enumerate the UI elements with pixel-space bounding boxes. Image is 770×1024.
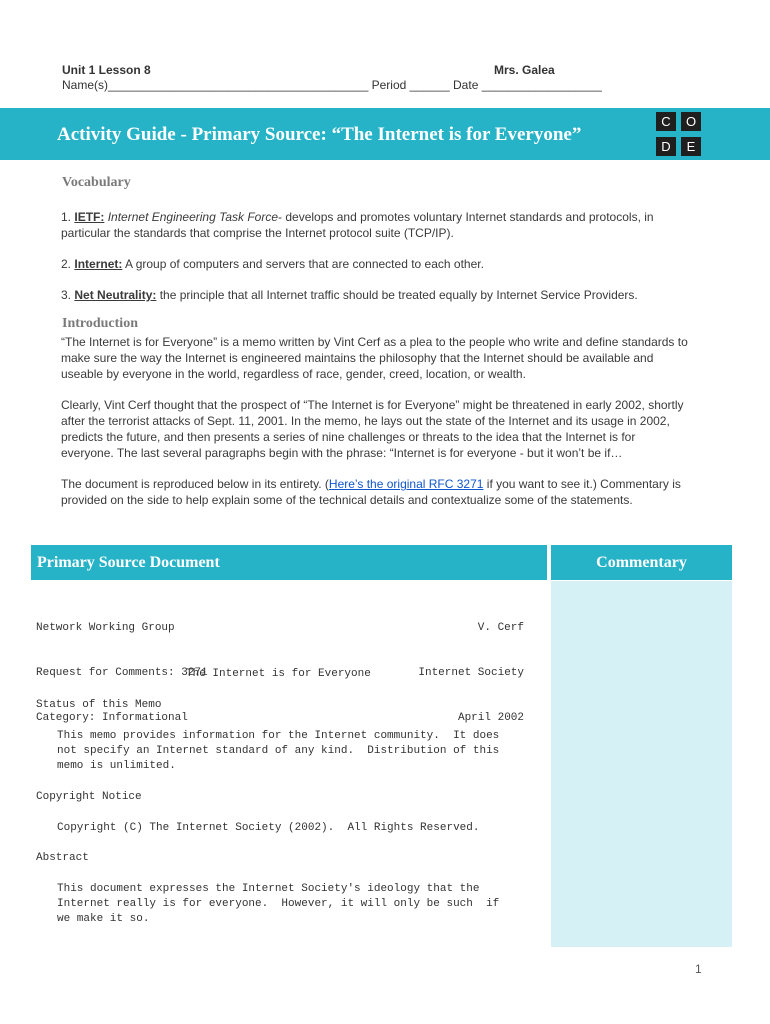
page-number: 1 — [695, 962, 702, 976]
rfc-copyright-heading: Copyright Notice — [36, 791, 142, 803]
vocab-expansion: Internet Engineering Task Force — [107, 210, 279, 224]
rfc-copyright-body: Copyright (C) The Internet Society (2002). All Rights Reserved. — [57, 822, 480, 834]
rfc-working-group: Network Working Group — [36, 622, 175, 634]
vocab-item-net-neutrality — [61, 287, 691, 303]
intro-paragraph-3 — [61, 476, 691, 508]
rfc-date: April 2002 — [457, 712, 524, 724]
rfc-organization: Internet Society — [418, 667, 524, 679]
rfc-status-heading: Status of this Memo — [36, 699, 162, 711]
vocab-term: IETF: — [74, 210, 105, 224]
rfc-abstract-heading: Abstract — [36, 852, 89, 864]
vocab-term: Internet: — [74, 257, 123, 271]
page-title: Activity Guide - Primary Source: “The Internet is for Everyone” — [57, 124, 582, 145]
vocab-definition: - develops and promotes voluntary Internet standards and protocols, in particular the standards that comprise the Internet protocol suite (TCP/IP). — [61, 210, 654, 240]
logo-letter-c: C — [656, 112, 676, 131]
rfc-author: V. Cerf — [477, 622, 524, 634]
rfc-number: Request for Comments: 3271 — [36, 667, 208, 679]
vocab-definition: the principle that all Internet traffic should be treated equally by Internet Service Providers. — [156, 288, 638, 302]
logo-letter-d: D — [656, 137, 676, 156]
vocab-number: 2. — [61, 257, 72, 271]
rfc-status-body: This memo provides information for the Internet community. It does not specify an Internet standard of any kind. Distribution of this memo is unlimited. — [57, 730, 500, 772]
rfc-left-meta — [36, 591, 208, 741]
vocabulary-heading: Vocabulary — [62, 175, 131, 190]
intro-paragraph-1: “The Internet is for Everyone” is a memo written by Vint Cerf as a plea to the people who write and define standards to make sure the way the Internet is engineered maintains the philosophy that the Internet should be available and useable by everyone in the world, regardless of race, gender, creed, location, or wealth. — [61, 335, 688, 381]
intro-p3-text-after: if you want to see it.) Commentary is provided on the side to help explain some of the technical details and contextualize some of the statements. — [61, 477, 681, 507]
logo-letter-o: O — [681, 112, 701, 131]
names-period-date-line: Name(s)_______________________________________ Period ______ Date __________________ — [62, 78, 602, 92]
introduction-heading: Introduction — [62, 316, 138, 331]
code-logo — [656, 112, 704, 158]
vocab-number: 3. — [61, 288, 72, 302]
commentary-header: Commentary — [551, 545, 732, 580]
intro-paragraph-2: Clearly, Vint Cerf thought that the prospect of “The Internet is for Everyone” might be threatened in early 2002, shortly after the terrorist attacks of Sept. 11, 2001. In the memo, he lays out the state of the Internet and its usage in 2002, predicts the future, and then presents a series of nine challenges or threats to the idea that the Internet is for everyone. The last several paragraphs begin with the phrase: “Internet is for everyone - but it won’t be if… — [61, 398, 684, 460]
rfc-document-title: The Internet is for Everyone — [186, 668, 371, 680]
teacher-name: Mrs. Galea — [494, 63, 555, 77]
vocab-number: 1. — [61, 210, 72, 224]
vocab-definition: A group of computers and servers that are connected to each other. — [122, 257, 484, 271]
commentary-panel[interactable] — [551, 581, 732, 947]
primary-source-header: Primary Source Document — [31, 545, 547, 580]
intro-p3-text: The document is reproduced below in its entirety. ( — [61, 477, 329, 491]
rfc-right-meta — [380, 591, 524, 741]
rfc-abstract-body: This document expresses the Internet Society's ideology that the Internet really is for everyone. However, it will only be such if we make it so. — [57, 883, 500, 925]
logo-letter-e: E — [681, 137, 701, 156]
vocab-term: Net Neutrality: — [74, 288, 157, 302]
lesson-label: Unit 1 Lesson 8 — [62, 63, 151, 77]
rfc-category: Category: Informational — [36, 712, 188, 724]
vocab-item-ietf — [61, 209, 691, 241]
vocab-item-internet — [61, 256, 691, 272]
rfc-3271-link[interactable]: Here’s the original RFC 3271 — [328, 477, 484, 491]
